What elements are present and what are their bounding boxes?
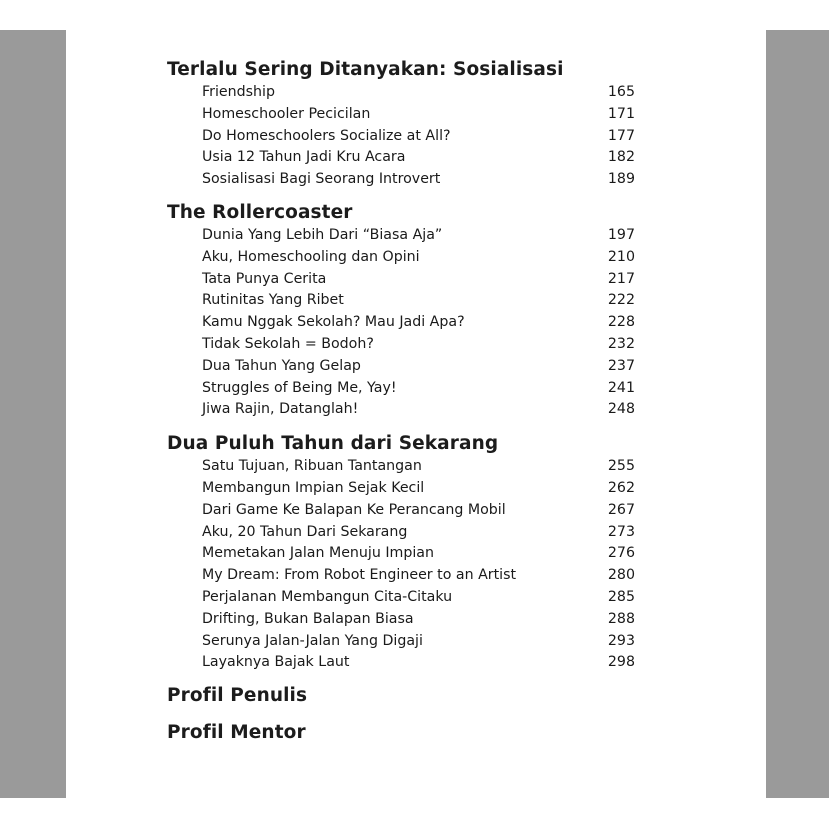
entry-page-number: 293: [607, 632, 635, 649]
toc-section-profil-penulis: [167, 684, 637, 708]
entry-page-number: 189: [607, 171, 635, 188]
section-spacer: [167, 674, 637, 684]
entry-title: Aku, Homeschooling dan Opini: [202, 248, 420, 265]
section-spacer: [167, 191, 637, 201]
entry-title: Tata Punya Cerita: [202, 270, 327, 287]
toc-entry: [167, 378, 637, 400]
entry-page-number: 197: [607, 226, 635, 243]
entry-page-number: 273: [607, 523, 635, 540]
section-spacer: [167, 708, 637, 721]
toc-entry: [167, 356, 637, 378]
toc-entry: [167, 104, 637, 126]
entry-page-number: 248: [607, 401, 635, 418]
entry-title: Tidak Sekolah = Bodoh?: [202, 335, 374, 352]
section-spacer: [167, 421, 637, 432]
toc-entry: [167, 478, 637, 500]
entry-page-number: 228: [607, 314, 635, 331]
entry-page-number: 267: [607, 501, 635, 518]
entry-title: Kamu Nggak Sekolah? Mau Jadi Apa?: [202, 314, 465, 331]
gray-backdrop: [0, 30, 829, 798]
entry-title: Satu Tujuan, Ribuan Tantangan: [202, 458, 422, 475]
entry-title: Rutinitas Yang Ribet: [202, 292, 344, 309]
section-title: Profil Mentor: [167, 722, 306, 744]
entry-title: Drifting, Bukan Balapan Biasa: [202, 610, 414, 627]
entry-page-number: 222: [607, 292, 635, 309]
toc-entry: [167, 312, 637, 334]
toc-entry: [167, 522, 637, 544]
entry-page-number: 255: [607, 458, 635, 475]
entry-title: Usia 12 Tahun Jadi Kru Acara: [202, 149, 406, 166]
toc-entry: [167, 169, 637, 191]
toc-entry: [167, 652, 637, 674]
toc-entry: [167, 225, 637, 247]
entry-title: Sosialisasi Bagi Seorang Introvert: [202, 171, 441, 188]
entry-title: Jiwa Rajin, Datanglah!: [202, 401, 359, 418]
entry-title: Homeschooler Pecicilan: [202, 105, 371, 122]
toc-entry: [167, 543, 637, 565]
entry-page-number: 165: [607, 84, 635, 100]
entry-page-number: 276: [607, 545, 635, 562]
toc-entry: [167, 126, 637, 148]
toc-section-rollercoaster: [167, 201, 637, 421]
entry-list: [167, 225, 637, 421]
entry-page-number: 177: [607, 127, 635, 144]
toc-entry: [167, 609, 637, 631]
entry-page-number: 285: [607, 588, 635, 605]
entry-title: Memetakan Jalan Menuju Impian: [202, 545, 434, 562]
entry-page-number: 237: [607, 357, 635, 374]
toc-entry: [167, 565, 637, 587]
entry-page-number: 232: [607, 335, 635, 352]
entry-page-number: 210: [607, 248, 635, 265]
entry-page-number: 288: [607, 610, 635, 627]
toc-entry: [167, 500, 637, 522]
entry-title: My Dream: From Robot Engineer to an Artist: [202, 567, 517, 584]
toc-entry: [167, 631, 637, 653]
entry-title: Aku, 20 Tahun Dari Sekarang: [202, 523, 408, 540]
toc-entry: [167, 147, 637, 169]
entry-page-number: 298: [607, 654, 635, 671]
toc-entry: [167, 269, 637, 291]
entry-page-number: 262: [607, 479, 635, 496]
entry-title: Friendship: [202, 84, 275, 100]
table-of-contents: [167, 58, 637, 745]
entry-list: [167, 82, 637, 191]
entry-page-number: 217: [607, 270, 635, 287]
entry-title: Layaknya Bajak Laut: [202, 654, 350, 671]
toc-entry: [167, 399, 637, 421]
entry-title: Serunya Jalan-Jalan Yang Digaji: [202, 632, 423, 649]
entry-page-number: 182: [607, 149, 635, 166]
toc-entry: [167, 456, 637, 478]
toc-section-profil-mentor: [167, 721, 637, 745]
entry-title: Dari Game Ke Balapan Ke Perancang Mobil: [202, 501, 506, 518]
section-title: Terlalu Sering Ditanyakan: Sosialisasi: [167, 59, 564, 80]
entry-title: Dua Tahun Yang Gelap: [202, 357, 361, 374]
section-title: Dua Puluh Tahun dari Sekarang: [167, 433, 499, 455]
entry-title: Perjalanan Membangun Cita-Citaku: [202, 588, 453, 605]
entry-title: Membangun Impian Sejak Kecil: [202, 479, 425, 496]
section-title: The Rollercoaster: [167, 201, 353, 223]
toc-entry: [167, 247, 637, 269]
toc-entry: [167, 82, 637, 104]
entry-page-number: 241: [607, 379, 635, 396]
section-title: Profil Penulis: [167, 685, 308, 707]
book-page: [66, 30, 766, 798]
toc-entry: [167, 290, 637, 312]
entry-list: [167, 456, 637, 674]
toc-section-dua-puluh-tahun: [167, 432, 637, 674]
toc-entry: [167, 334, 637, 356]
toc-section-sosialisasi: [167, 58, 637, 191]
toc-entry: [167, 587, 637, 609]
entry-title: Dunia Yang Lebih Dari “Biasa Aja”: [202, 226, 443, 243]
entry-title: Struggles of Being Me, Yay!: [202, 379, 397, 396]
entry-title: Do Homeschoolers Socialize at All?: [202, 127, 451, 144]
entry-page-number: 280: [607, 567, 635, 584]
entry-page-number: 171: [607, 105, 635, 122]
